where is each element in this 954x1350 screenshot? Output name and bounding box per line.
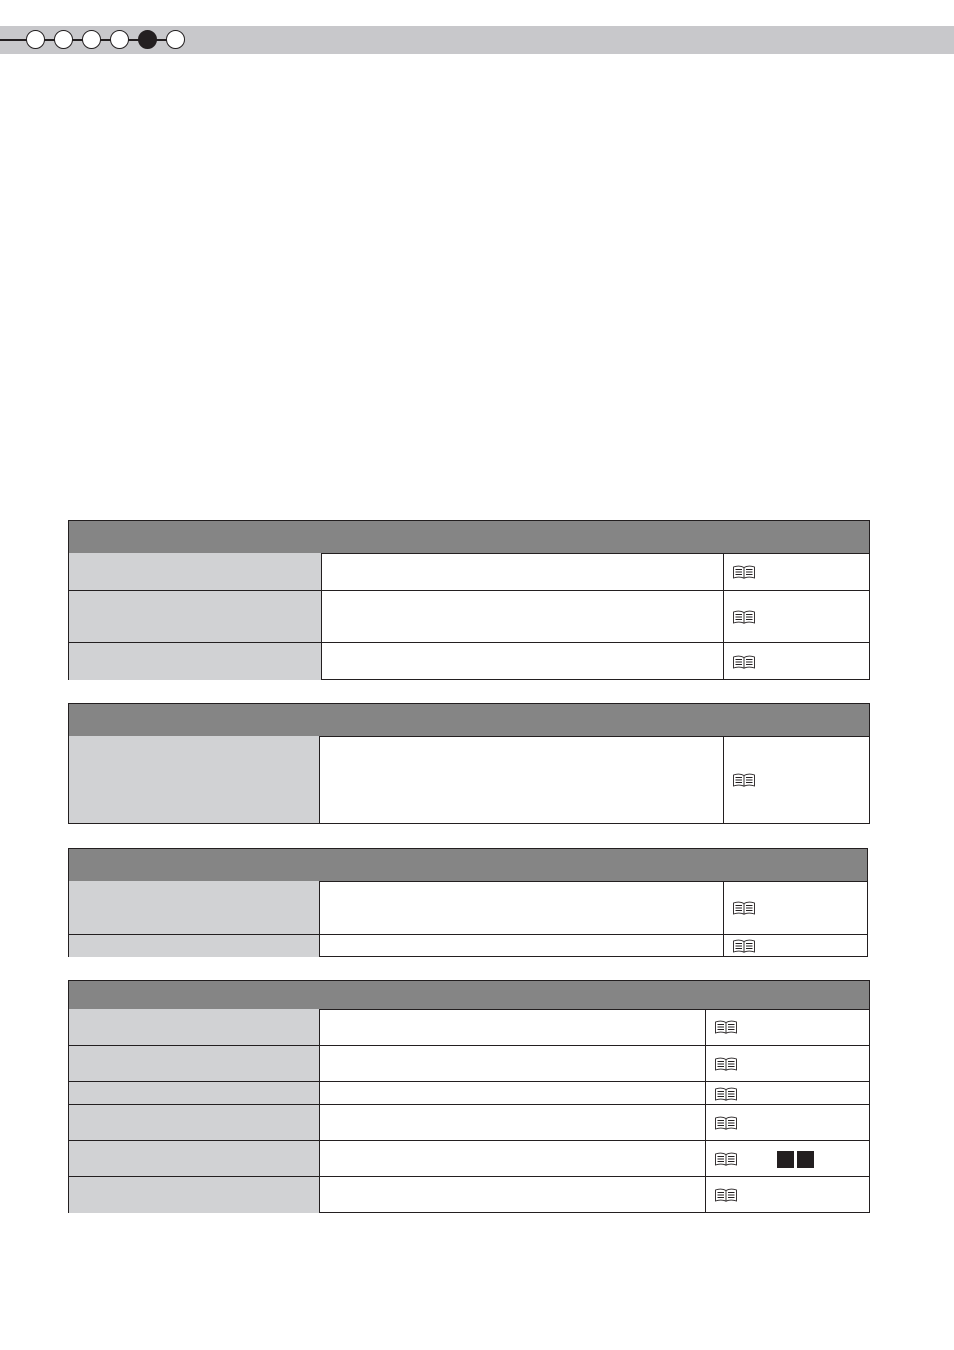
table-row: [69, 934, 867, 957]
page-reference-cell: [706, 1046, 869, 1082]
book-icon: [732, 655, 756, 669]
table-row: [69, 553, 869, 590]
table-row: [69, 1009, 869, 1045]
book-icon: [732, 901, 756, 915]
book-icon: [732, 610, 756, 624]
problem-cell: [69, 1141, 320, 1177]
page-reference-cell: [724, 736, 869, 823]
problem-cell: [69, 1009, 320, 1045]
problem-cell: [69, 881, 320, 934]
step-indicator-3[interactable]: [82, 30, 101, 49]
remedy-cell: [319, 1046, 706, 1082]
table-row: [69, 1081, 869, 1105]
page-reference-cell: [724, 881, 867, 934]
book-icon: [732, 939, 756, 953]
problem-cell: [69, 1105, 320, 1141]
remedy-cell: [321, 553, 724, 590]
step-indicator-1[interactable]: [26, 30, 45, 49]
problem-cell: [69, 591, 322, 643]
book-icon: [714, 1087, 738, 1101]
page-reference-cell: [706, 1009, 869, 1045]
page-reference-cell: [724, 935, 867, 957]
table-row: [69, 736, 869, 823]
table-row: [69, 642, 869, 680]
table-header: [69, 521, 869, 554]
problem-cell: [69, 643, 322, 680]
table-row: [69, 1140, 869, 1177]
table-header: [69, 704, 869, 737]
troubleshooting-table-2: [68, 703, 870, 824]
remedy-cell: [321, 591, 724, 643]
troubleshooting-table-1: [68, 520, 870, 680]
table-row: [69, 1045, 869, 1082]
book-icon: [714, 1057, 738, 1071]
remedy-cell: [321, 643, 724, 680]
page-reference-cell: [724, 643, 869, 680]
remedy-cell: [319, 1141, 706, 1177]
remedy-cell: [319, 1177, 706, 1213]
black-square-icon: [777, 1151, 794, 1168]
book-icon: [732, 773, 756, 787]
page-reference-cell: [724, 553, 869, 590]
problem-cell: [69, 553, 322, 590]
table-row: [69, 881, 867, 934]
table-header: [69, 981, 869, 1010]
page-reference-cell: [706, 1105, 869, 1141]
table-row: [69, 590, 869, 643]
problem-cell: [69, 1082, 320, 1105]
book-icon: [732, 565, 756, 579]
table-header: [69, 849, 867, 882]
book-icon: [714, 1188, 738, 1202]
book-icon: [714, 1116, 738, 1130]
problem-cell: [69, 736, 320, 823]
step-indicator-2[interactable]: [54, 30, 73, 49]
remedy-cell: [319, 736, 724, 823]
remedy-cell: [319, 935, 724, 957]
black-square-icon: [797, 1151, 814, 1168]
problem-cell: [69, 935, 320, 957]
table-row: [69, 1176, 869, 1213]
page-reference-cell: [706, 1141, 869, 1177]
step-indicator-5-current[interactable]: [138, 30, 157, 49]
problem-cell: [69, 1177, 320, 1213]
remedy-cell: [319, 1082, 706, 1105]
page-reference-cell: [724, 591, 869, 643]
book-icon: [714, 1152, 738, 1166]
remedy-cell: [319, 1105, 706, 1141]
remedy-cell: [319, 881, 724, 934]
troubleshooting-table-4: [68, 980, 870, 1213]
step-indicator-4[interactable]: [110, 30, 129, 49]
book-icon: [714, 1020, 738, 1034]
problem-cell: [69, 1046, 320, 1082]
page-reference-cell: [706, 1177, 869, 1213]
troubleshooting-table-3: [68, 848, 868, 957]
remedy-cell: [319, 1009, 706, 1045]
table-row: [69, 1104, 869, 1141]
step-indicator-6[interactable]: [166, 30, 185, 49]
page-reference-cell: [706, 1082, 869, 1105]
